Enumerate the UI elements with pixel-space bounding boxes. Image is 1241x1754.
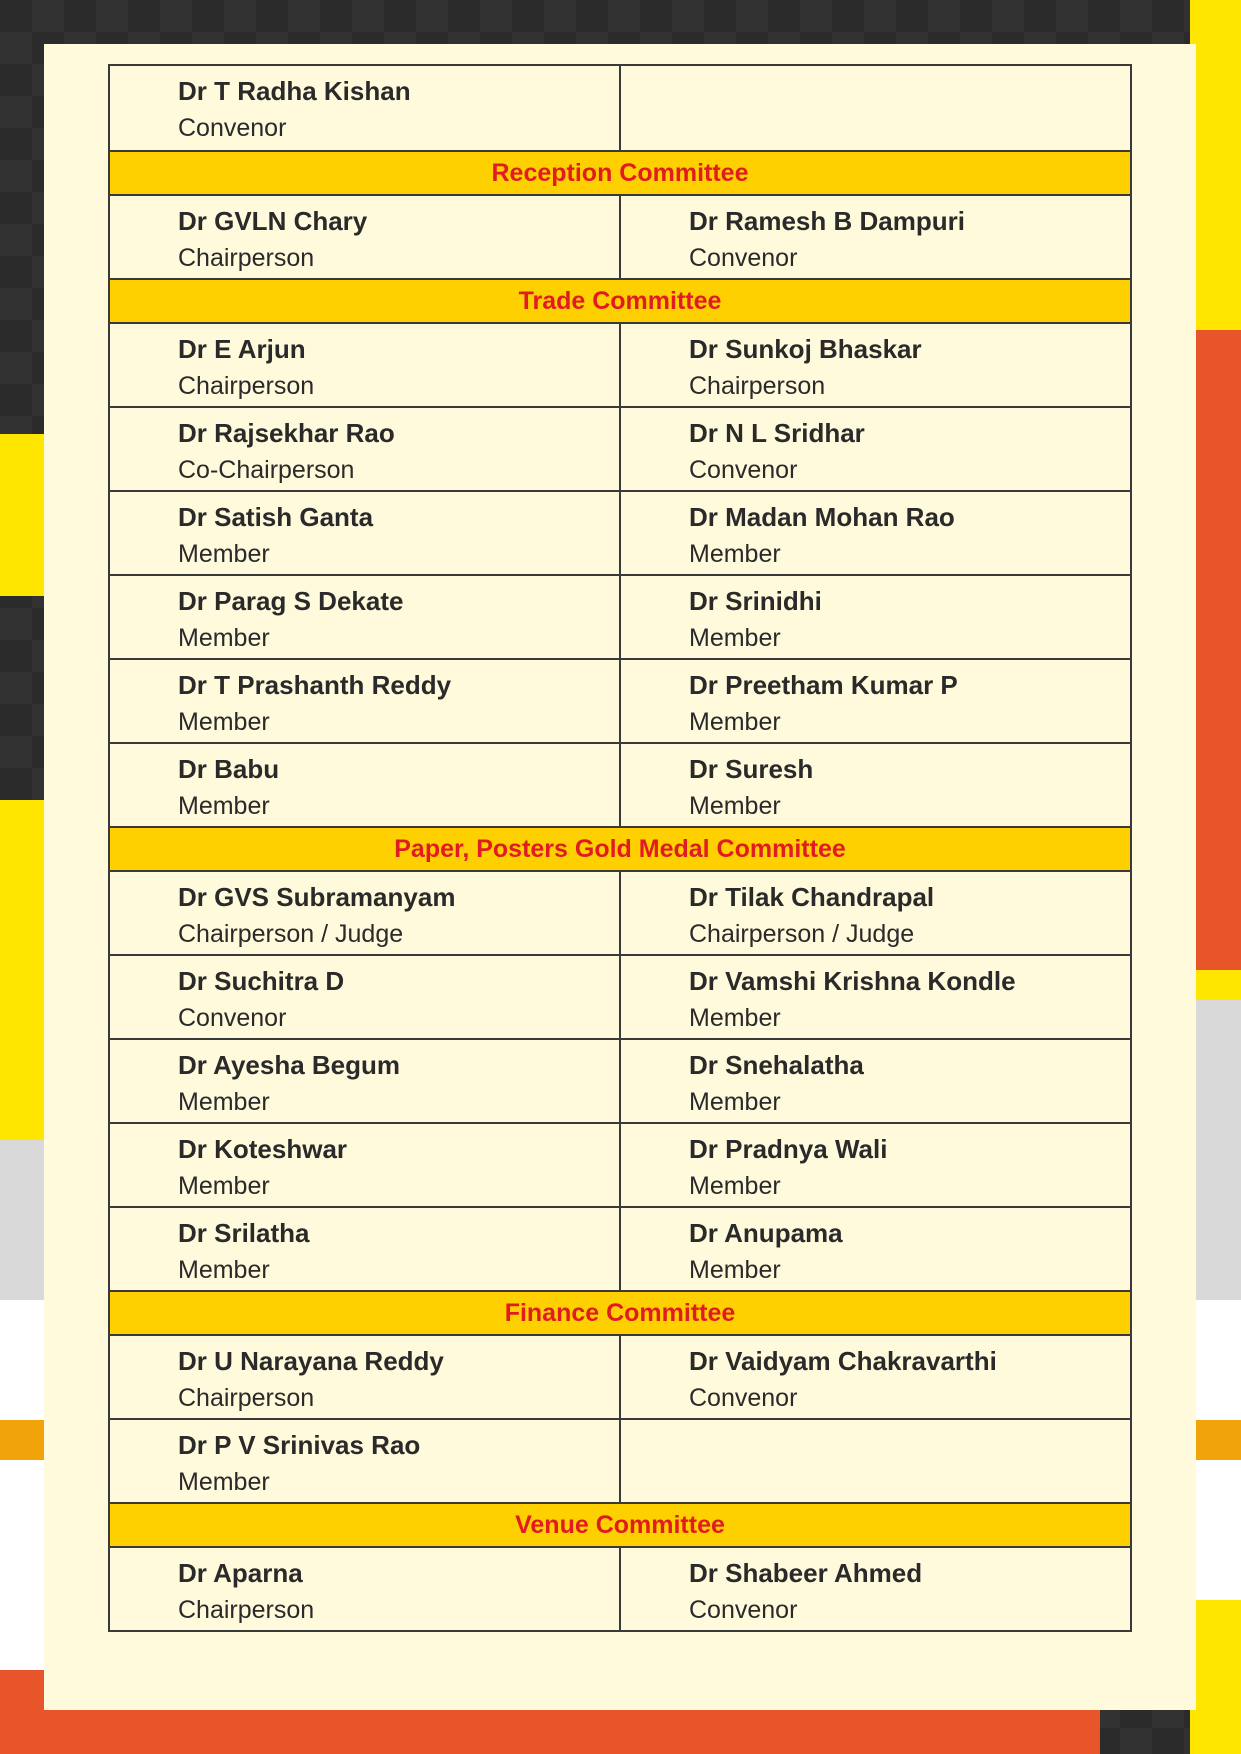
section-heading-row (109, 1503, 1131, 1547)
table-row (109, 1547, 1131, 1631)
background-stripe (1190, 1000, 1241, 1300)
table-row (109, 743, 1131, 827)
member-cell (620, 491, 1131, 575)
member-name: Dr N L Sridhar (689, 418, 865, 448)
member-name: Dr Preetham Kumar P (689, 670, 958, 700)
member-cell (109, 871, 620, 955)
member-cell (620, 1123, 1131, 1207)
table-row (109, 1207, 1131, 1291)
member-cell (620, 743, 1131, 827)
background-stripe (1190, 330, 1241, 970)
member-cell (620, 1039, 1131, 1123)
section-heading-row (109, 827, 1131, 871)
member-name: Dr P V Srinivas Rao (178, 1430, 421, 1460)
member-role: Member (689, 708, 781, 736)
table-row (109, 1123, 1131, 1207)
member-cell (109, 1123, 620, 1207)
member-name: Dr Madan Mohan Rao (689, 502, 955, 532)
member-cell (109, 955, 620, 1039)
member-cell (620, 1419, 1131, 1503)
member-role: Member (689, 624, 781, 652)
section-heading: Reception Committee (109, 151, 1131, 195)
member-name: Dr U Narayana Reddy (178, 1346, 444, 1376)
member-role: Member (178, 1172, 270, 1200)
member-name: Dr Suresh (689, 754, 814, 784)
member-cell (620, 1547, 1131, 1631)
background-stripe (1190, 1600, 1241, 1754)
member-name: Dr Snehalatha (689, 1050, 864, 1080)
member-cell (620, 659, 1131, 743)
member-name: Dr Srilatha (178, 1218, 310, 1248)
member-role: Member (178, 540, 270, 568)
member-name: Dr GVLN Chary (178, 206, 368, 236)
member-cell (620, 1335, 1131, 1419)
member-cell (109, 1039, 620, 1123)
section-heading: Venue Committee (109, 1503, 1131, 1547)
member-name: Dr Tilak Chandrapal (689, 882, 935, 912)
member-role: Member (689, 792, 781, 820)
member-role: Convenor (178, 1004, 287, 1032)
member-name: Dr Parag S Dekate (178, 586, 404, 616)
section-heading: Trade Committee (109, 279, 1131, 323)
member-name: Dr Vaidyam Chakravarthi (689, 1346, 997, 1376)
member-name: Dr Aparna (178, 1558, 303, 1588)
member-cell (109, 65, 620, 151)
table-row (109, 659, 1131, 743)
member-cell (620, 407, 1131, 491)
table-row (109, 323, 1131, 407)
section-heading-row (109, 1291, 1131, 1335)
member-role: Member (689, 1004, 781, 1032)
member-cell (620, 871, 1131, 955)
member-cell (109, 1547, 620, 1631)
member-role: Member (178, 624, 270, 652)
member-name: Dr Suchitra D (178, 966, 345, 996)
member-role: Co-Chairperson (178, 456, 355, 484)
member-cell (109, 575, 620, 659)
table-row (109, 575, 1131, 659)
background-stripe (0, 1300, 48, 1670)
member-role: Chairperson (178, 1384, 315, 1412)
committee-panel (44, 44, 1196, 1710)
member-role: Chairperson / Judge (178, 920, 404, 948)
member-role: Convenor (689, 1596, 798, 1624)
member-name: Dr Babu (178, 754, 280, 784)
member-role: Chairperson (178, 244, 315, 272)
member-role: Member (689, 1088, 781, 1116)
member-cell (620, 65, 1131, 151)
section-heading-row (109, 151, 1131, 195)
member-cell (109, 743, 620, 827)
committee-table (108, 64, 1132, 1632)
background-stripe (1190, 1420, 1241, 1460)
member-name: Dr GVS Subramanyam (178, 882, 456, 912)
member-role: Chairperson (178, 1596, 315, 1624)
member-role: Chairperson (689, 372, 826, 400)
member-role: Member (178, 1468, 270, 1496)
member-role: Convenor (178, 114, 287, 142)
member-role: Member (689, 1172, 781, 1200)
member-cell (620, 1207, 1131, 1291)
member-name: Dr T Prashanth Reddy (178, 670, 452, 700)
table-row (109, 955, 1131, 1039)
background-stripe (0, 800, 48, 1180)
section-heading: Finance Committee (109, 1291, 1131, 1335)
member-name: Dr Shabeer Ahmed (689, 1558, 923, 1588)
member-name: Dr Rajsekhar Rao (178, 418, 395, 448)
table-row (109, 407, 1131, 491)
member-cell (109, 659, 620, 743)
table-row (109, 491, 1131, 575)
background-stripe (0, 1140, 48, 1300)
member-name: Dr Satish Ganta (178, 502, 374, 532)
member-cell (109, 1207, 620, 1291)
member-cell (109, 491, 620, 575)
background-stripe (0, 1420, 48, 1460)
table-row (109, 1419, 1131, 1503)
member-role: Member (178, 1256, 270, 1284)
member-name: Dr Sunkoj Bhaskar (689, 334, 922, 364)
member-role: Convenor (689, 1384, 798, 1412)
member-role: Convenor (689, 456, 798, 484)
member-cell (109, 195, 620, 279)
table-row (109, 1335, 1131, 1419)
member-name: Dr Ramesh B Dampuri (689, 206, 965, 236)
member-cell (620, 955, 1131, 1039)
member-cell (620, 195, 1131, 279)
section-heading: Paper, Posters Gold Medal Committee (109, 827, 1131, 871)
member-role: Chairperson / Judge (689, 920, 915, 948)
member-name: Dr Srinidhi (689, 586, 822, 616)
member-name: Dr Vamshi Krishna Kondle (689, 966, 1016, 996)
member-role: Member (689, 1256, 781, 1284)
member-cell (109, 1419, 620, 1503)
member-role: Member (178, 792, 270, 820)
table-row (109, 871, 1131, 955)
member-cell (109, 1335, 620, 1419)
member-cell (109, 323, 620, 407)
member-name: Dr E Arjun (178, 334, 306, 364)
member-name: Dr Pradnya Wali (689, 1134, 888, 1164)
table-row (109, 1039, 1131, 1123)
table-row (109, 195, 1131, 279)
member-name: Dr Ayesha Begum (178, 1050, 401, 1080)
member-cell (620, 323, 1131, 407)
member-cell (109, 407, 620, 491)
table-row (109, 65, 1131, 151)
section-heading-row (109, 279, 1131, 323)
member-role: Chairperson (178, 372, 315, 400)
member-name: Dr Anupama (689, 1218, 843, 1248)
member-cell (620, 575, 1131, 659)
member-role: Convenor (689, 244, 798, 272)
member-role: Member (178, 1088, 270, 1116)
member-role: Member (689, 540, 781, 568)
member-name: Dr Koteshwar (178, 1134, 348, 1164)
member-name: Dr T Radha Kishan (178, 76, 411, 106)
member-role: Member (178, 708, 270, 736)
background-stripe (0, 434, 48, 596)
